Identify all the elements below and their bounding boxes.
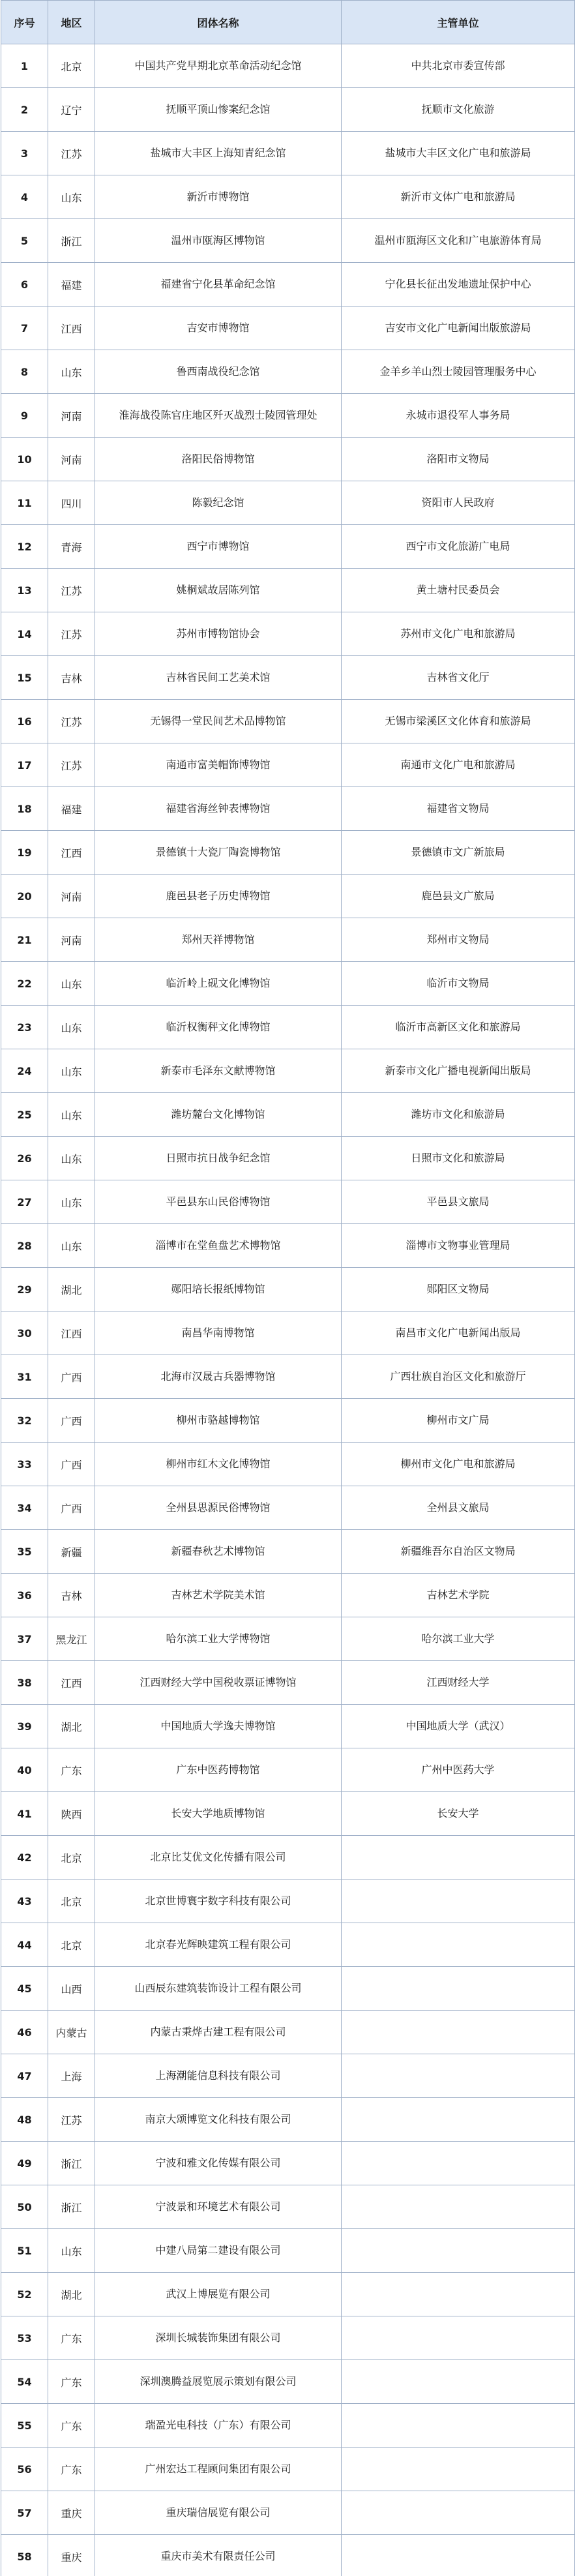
table-row	[1, 2011, 575, 2054]
row-name: 无锡得一堂民间艺术品博物馆	[95, 700, 342, 743]
row-region: 湖北	[48, 2273, 95, 2316]
row-no: 38	[1, 1661, 48, 1705]
table-row	[1, 2098, 575, 2142]
table-row	[1, 2185, 575, 2229]
row-no: 12	[1, 525, 48, 569]
row-no: 22	[1, 962, 48, 1006]
row-name: 盐城市大丰区上海知青纪念馆	[95, 132, 342, 175]
row-name: 潍坊麓台文化博物馆	[95, 1093, 342, 1137]
row-no: 48	[1, 2098, 48, 2142]
row-unit	[342, 2448, 575, 2491]
row-name: 北海市汉晟古兵器博物馆	[95, 1355, 342, 1399]
row-region: 山东	[48, 350, 95, 394]
table-row	[1, 1967, 575, 2011]
table-row	[1, 175, 575, 219]
row-region: 福建	[48, 263, 95, 307]
row-name: 南京大颂博览文化科技有限公司	[95, 2098, 342, 2142]
row-unit: 柳州市文化广电和旅游局	[342, 1443, 575, 1486]
row-region: 山东	[48, 1049, 95, 1093]
table-row	[1, 1443, 575, 1486]
row-unit: 西宁市文化旅游广电局	[342, 525, 575, 569]
table-row	[1, 1355, 575, 1399]
table-row	[1, 875, 575, 918]
row-no: 8	[1, 350, 48, 394]
row-unit	[342, 2185, 575, 2229]
table-row	[1, 831, 575, 875]
row-region: 浙江	[48, 219, 95, 263]
row-unit: 黄土塘村民委员会	[342, 569, 575, 612]
row-unit	[342, 2011, 575, 2054]
table-row	[1, 1617, 575, 1661]
row-region: 湖北	[48, 1705, 95, 1748]
table-row	[1, 2535, 575, 2576]
row-name: 山西辰东建筑装饰设计工程有限公司	[95, 1967, 342, 2011]
row-region: 山东	[48, 1137, 95, 1180]
row-name: 郧阳培长报纸博物馆	[95, 1268, 342, 1311]
row-no: 15	[1, 656, 48, 700]
row-name: 平邑县东山民俗博物馆	[95, 1180, 342, 1224]
row-region: 浙江	[48, 2142, 95, 2185]
row-region: 上海	[48, 2054, 95, 2098]
row-no: 37	[1, 1617, 48, 1661]
row-region: 广西	[48, 1486, 95, 1530]
row-region: 广东	[48, 2448, 95, 2491]
table-row	[1, 2404, 575, 2448]
table-row	[1, 656, 575, 700]
row-unit: 潍坊市文化和旅游局	[342, 1093, 575, 1137]
row-region: 北京	[48, 44, 95, 88]
row-name: 临沂权衡秤文化博物馆	[95, 1006, 342, 1049]
row-name: 新沂市博物馆	[95, 175, 342, 219]
table-row	[1, 132, 575, 175]
row-no: 20	[1, 875, 48, 918]
row-no: 29	[1, 1268, 48, 1311]
row-name: 吉林艺术学院美术馆	[95, 1574, 342, 1617]
row-name: 武汉上博展览有限公司	[95, 2273, 342, 2316]
row-region: 河南	[48, 394, 95, 438]
row-name: 广东中医药博物馆	[95, 1748, 342, 1792]
row-unit	[342, 1923, 575, 1967]
row-unit	[342, 1967, 575, 2011]
row-unit: 永城市退役军人事务局	[342, 394, 575, 438]
row-region: 山东	[48, 1180, 95, 1224]
row-region: 山东	[48, 1224, 95, 1268]
row-unit: 新沂市文体广电和旅游局	[342, 175, 575, 219]
row-no: 49	[1, 2142, 48, 2185]
row-unit: 中共北京市委宣传部	[342, 44, 575, 88]
row-no: 19	[1, 831, 48, 875]
row-name: 北京比艾优文化传播有限公司	[95, 1836, 342, 1880]
table-row	[1, 1530, 575, 1574]
row-region: 山东	[48, 175, 95, 219]
row-region: 吉林	[48, 656, 95, 700]
row-unit: 洛阳市文物局	[342, 438, 575, 481]
row-unit: 吉林省文化厅	[342, 656, 575, 700]
row-unit: 新疆维吾尔自治区文物局	[342, 1530, 575, 1574]
row-region: 江西	[48, 1311, 95, 1355]
table-row	[1, 263, 575, 307]
row-no: 39	[1, 1705, 48, 1748]
row-no: 55	[1, 2404, 48, 2448]
row-name: 宁波景和环境艺术有限公司	[95, 2185, 342, 2229]
row-name: 郑州天祥博物馆	[95, 918, 342, 962]
row-no: 6	[1, 263, 48, 307]
row-no: 28	[1, 1224, 48, 1268]
row-no: 56	[1, 2448, 48, 2491]
row-unit: 南通市文化广电和旅游局	[342, 743, 575, 787]
row-name: 深圳澳腾益展览展示策划有限公司	[95, 2360, 342, 2404]
row-unit: 福建省文物局	[342, 787, 575, 831]
row-name: 重庆瑞信展览有限公司	[95, 2491, 342, 2535]
row-name: 上海潮能信息科技有限公司	[95, 2054, 342, 2098]
row-unit: 南昌市文化广电新闻出版局	[342, 1311, 575, 1355]
row-region: 河南	[48, 875, 95, 918]
row-unit	[342, 2404, 575, 2448]
row-no: 25	[1, 1093, 48, 1137]
row-region: 内蒙古	[48, 2011, 95, 2054]
row-unit: 中国地质大学（武汉）	[342, 1705, 575, 1748]
table-row	[1, 612, 575, 656]
row-unit: 吉安市文化广电新闻出版旅游局	[342, 307, 575, 350]
row-region: 陕西	[48, 1792, 95, 1836]
row-unit: 哈尔滨工业大学	[342, 1617, 575, 1661]
row-unit	[342, 1880, 575, 1923]
row-region: 广西	[48, 1399, 95, 1443]
table-row	[1, 525, 575, 569]
row-no: 47	[1, 2054, 48, 2098]
table-row	[1, 1748, 575, 1792]
row-no: 27	[1, 1180, 48, 1224]
row-unit	[342, 2535, 575, 2576]
row-region: 江苏	[48, 743, 95, 787]
row-region: 广西	[48, 1355, 95, 1399]
row-name: 中建八局第二建设有限公司	[95, 2229, 342, 2273]
table-row	[1, 700, 575, 743]
table-row	[1, 438, 575, 481]
row-name: 吉林省民间工艺美术馆	[95, 656, 342, 700]
row-name: 福建省海丝钟表博物馆	[95, 787, 342, 831]
row-no: 42	[1, 1836, 48, 1880]
row-unit: 抚顺市文化旅游	[342, 88, 575, 132]
row-no: 35	[1, 1530, 48, 1574]
row-region: 四川	[48, 481, 95, 525]
row-unit: 盐城市大丰区文化广电和旅游局	[342, 132, 575, 175]
table-row	[1, 394, 575, 438]
row-region: 山东	[48, 962, 95, 1006]
table-row	[1, 962, 575, 1006]
table-body	[1, 44, 575, 2576]
row-no: 34	[1, 1486, 48, 1530]
row-name: 北京世博寰宇数字科技有限公司	[95, 1880, 342, 1923]
row-unit: 平邑县文旅局	[342, 1180, 575, 1224]
row-no: 41	[1, 1792, 48, 1836]
row-region: 新疆	[48, 1530, 95, 1574]
row-no: 2	[1, 88, 48, 132]
table-row	[1, 1049, 575, 1093]
row-region: 山东	[48, 1006, 95, 1049]
row-unit: 长安大学	[342, 1792, 575, 1836]
row-no: 7	[1, 307, 48, 350]
row-name: 中国地质大学逸夫博物馆	[95, 1705, 342, 1748]
header-no: 序号	[1, 1, 48, 44]
table-row	[1, 88, 575, 132]
row-name: 鹿邑县老子历史博物馆	[95, 875, 342, 918]
table-row	[1, 1792, 575, 1836]
row-region: 江苏	[48, 612, 95, 656]
table-row	[1, 569, 575, 612]
row-name: 洛阳民俗博物馆	[95, 438, 342, 481]
row-name: 柳州市红木文化博物馆	[95, 1443, 342, 1486]
row-region: 江苏	[48, 132, 95, 175]
row-unit: 郑州市文物局	[342, 918, 575, 962]
row-name: 苏州市博物馆协会	[95, 612, 342, 656]
row-region: 北京	[48, 1836, 95, 1880]
table-row	[1, 2142, 575, 2185]
table-row	[1, 1574, 575, 1617]
row-region: 黑龙江	[48, 1617, 95, 1661]
row-unit: 鹿邑县文广旅局	[342, 875, 575, 918]
row-name: 新泰市毛泽东文献博物馆	[95, 1049, 342, 1093]
row-region: 广东	[48, 1748, 95, 1792]
row-region: 重庆	[48, 2535, 95, 2576]
row-no: 53	[1, 2316, 48, 2360]
row-name: 广州宏达工程顾问集团有限公司	[95, 2448, 342, 2491]
row-unit: 温州市瓯海区文化和广电旅游体育局	[342, 219, 575, 263]
row-no: 11	[1, 481, 48, 525]
row-name: 内蒙古秉烨古建工程有限公司	[95, 2011, 342, 2054]
row-region: 江苏	[48, 569, 95, 612]
row-region: 江西	[48, 1661, 95, 1705]
row-region: 河南	[48, 918, 95, 962]
row-name: 南昌华南博物馆	[95, 1311, 342, 1355]
table-row	[1, 1006, 575, 1049]
row-name: 江西财经大学中国税收票证博物馆	[95, 1661, 342, 1705]
header-unit: 主管单位	[342, 1, 575, 44]
row-region: 重庆	[48, 2491, 95, 2535]
row-no: 3	[1, 132, 48, 175]
table-row	[1, 1880, 575, 1923]
member-table	[1, 0, 575, 2576]
row-region: 山西	[48, 1967, 95, 2011]
row-no: 32	[1, 1399, 48, 1443]
row-no: 54	[1, 2360, 48, 2404]
row-no: 51	[1, 2229, 48, 2273]
row-no: 46	[1, 2011, 48, 2054]
row-region: 广东	[48, 2360, 95, 2404]
row-name: 临沂岭上砚文化博物馆	[95, 962, 342, 1006]
row-no: 36	[1, 1574, 48, 1617]
row-unit: 淄博市文物事业管理局	[342, 1224, 575, 1268]
row-no: 58	[1, 2535, 48, 2576]
header-row	[1, 1, 575, 44]
table-row	[1, 1923, 575, 1967]
row-unit: 景德镇市文广新旅局	[342, 831, 575, 875]
row-name: 福建省宁化县革命纪念馆	[95, 263, 342, 307]
row-no: 10	[1, 438, 48, 481]
row-name: 温州市瓯海区博物馆	[95, 219, 342, 263]
header-region: 地区	[48, 1, 95, 44]
row-region: 江西	[48, 831, 95, 875]
row-unit: 郧阳区文物局	[342, 1268, 575, 1311]
row-no: 43	[1, 1880, 48, 1923]
row-region: 辽宁	[48, 88, 95, 132]
row-region: 山东	[48, 1093, 95, 1137]
table-header	[1, 1, 575, 44]
row-region: 河南	[48, 438, 95, 481]
table-row	[1, 44, 575, 88]
row-unit: 宁化县长征出发地遗址保护中心	[342, 263, 575, 307]
table-row	[1, 1836, 575, 1880]
row-unit	[342, 1836, 575, 1880]
row-no: 26	[1, 1137, 48, 1180]
row-no: 4	[1, 175, 48, 219]
table-row	[1, 2448, 575, 2491]
table-row	[1, 1705, 575, 1748]
row-name: 抚顺平顶山惨案纪念馆	[95, 88, 342, 132]
row-unit	[342, 2491, 575, 2535]
row-region: 湖北	[48, 1268, 95, 1311]
table-row	[1, 219, 575, 263]
row-no: 57	[1, 2491, 48, 2535]
row-name: 吉安市博物馆	[95, 307, 342, 350]
row-name: 全州县思源民俗博物馆	[95, 1486, 342, 1530]
row-name: 日照市抗日战争纪念馆	[95, 1137, 342, 1180]
row-region: 北京	[48, 1880, 95, 1923]
row-region: 广东	[48, 2404, 95, 2448]
row-no: 14	[1, 612, 48, 656]
row-name: 姚桐斌故居陈列馆	[95, 569, 342, 612]
row-name: 长安大学地质博物馆	[95, 1792, 342, 1836]
row-region: 山东	[48, 2229, 95, 2273]
row-unit: 江西财经大学	[342, 1661, 575, 1705]
row-unit	[342, 2229, 575, 2273]
table-row	[1, 918, 575, 962]
row-name: 重庆市美术有限责任公司	[95, 2535, 342, 2576]
row-name: 鲁西南战役纪念馆	[95, 350, 342, 394]
row-unit: 日照市文化和旅游局	[342, 1137, 575, 1180]
table-row	[1, 1093, 575, 1137]
row-no: 30	[1, 1311, 48, 1355]
row-no: 40	[1, 1748, 48, 1792]
row-no: 9	[1, 394, 48, 438]
row-region: 广东	[48, 2316, 95, 2360]
row-unit: 临沂市文物局	[342, 962, 575, 1006]
table-row	[1, 2229, 575, 2273]
table-row	[1, 307, 575, 350]
row-name: 北京春光辉映建筑工程有限公司	[95, 1923, 342, 1967]
table-row	[1, 2491, 575, 2535]
row-region: 广西	[48, 1443, 95, 1486]
table-row	[1, 481, 575, 525]
row-no: 5	[1, 219, 48, 263]
table-row	[1, 1224, 575, 1268]
row-no: 23	[1, 1006, 48, 1049]
row-region: 青海	[48, 525, 95, 569]
row-unit	[342, 2273, 575, 2316]
row-no: 45	[1, 1967, 48, 2011]
row-unit: 无锡市梁溪区文化体育和旅游局	[342, 700, 575, 743]
row-region: 江苏	[48, 700, 95, 743]
row-unit: 全州县文旅局	[342, 1486, 575, 1530]
row-no: 33	[1, 1443, 48, 1486]
row-unit	[342, 2360, 575, 2404]
row-name: 柳州市骆越博物馆	[95, 1399, 342, 1443]
row-name: 中国共产党早期北京革命活动纪念馆	[95, 44, 342, 88]
table-row	[1, 1137, 575, 1180]
row-unit: 广西壮族自治区文化和旅游厅	[342, 1355, 575, 1399]
table-row	[1, 1486, 575, 1530]
table-row	[1, 1661, 575, 1705]
row-unit: 广州中医药大学	[342, 1748, 575, 1792]
table-row	[1, 1268, 575, 1311]
row-no: 52	[1, 2273, 48, 2316]
row-unit: 资阳市人民政府	[342, 481, 575, 525]
row-unit: 吉林艺术学院	[342, 1574, 575, 1617]
table-row	[1, 1180, 575, 1224]
row-unit	[342, 2054, 575, 2098]
table-row	[1, 2360, 575, 2404]
table-row	[1, 2054, 575, 2098]
row-region: 江苏	[48, 2098, 95, 2142]
table-row	[1, 1399, 575, 1443]
row-unit: 临沂市高新区文化和旅游局	[342, 1006, 575, 1049]
row-no: 16	[1, 700, 48, 743]
table-row	[1, 2273, 575, 2316]
row-region: 浙江	[48, 2185, 95, 2229]
table-row	[1, 787, 575, 831]
row-no: 21	[1, 918, 48, 962]
row-no: 1	[1, 44, 48, 88]
row-no: 24	[1, 1049, 48, 1093]
row-unit: 柳州市文广局	[342, 1399, 575, 1443]
row-no: 13	[1, 569, 48, 612]
row-region: 江西	[48, 307, 95, 350]
row-unit: 新泰市文化广播电视新闻出版局	[342, 1049, 575, 1093]
row-unit	[342, 2098, 575, 2142]
row-unit: 金羊乡羊山烈士陵园管理服务中心	[342, 350, 575, 394]
row-name: 瑞盈光电科技（广东）有限公司	[95, 2404, 342, 2448]
row-region: 吉林	[48, 1574, 95, 1617]
row-no: 50	[1, 2185, 48, 2229]
row-unit: 苏州市文化广电和旅游局	[342, 612, 575, 656]
row-no: 17	[1, 743, 48, 787]
table-row	[1, 743, 575, 787]
row-unit	[342, 2316, 575, 2360]
row-name: 西宁市博物馆	[95, 525, 342, 569]
row-no: 31	[1, 1355, 48, 1399]
header-name: 团体名称	[95, 1, 342, 44]
table-row	[1, 2316, 575, 2360]
row-no: 18	[1, 787, 48, 831]
row-name: 宁波和雅文化传媒有限公司	[95, 2142, 342, 2185]
row-name: 南通市富美帽饰博物馆	[95, 743, 342, 787]
row-name: 景德镇十大瓷厂陶瓷博物馆	[95, 831, 342, 875]
row-region: 北京	[48, 1923, 95, 1967]
row-name: 淄博市在堂鱼盘艺术博物馆	[95, 1224, 342, 1268]
row-name: 深圳长城装饰集团有限公司	[95, 2316, 342, 2360]
row-name: 陈毅纪念馆	[95, 481, 342, 525]
row-name: 新疆春秋艺术博物馆	[95, 1530, 342, 1574]
table-row	[1, 350, 575, 394]
row-region: 福建	[48, 787, 95, 831]
row-name: 淮海战役陈官庄地区歼灭战烈士陵园管理处	[95, 394, 342, 438]
row-unit	[342, 2142, 575, 2185]
table-row	[1, 1311, 575, 1355]
row-name: 哈尔滨工业大学博物馆	[95, 1617, 342, 1661]
row-no: 44	[1, 1923, 48, 1967]
